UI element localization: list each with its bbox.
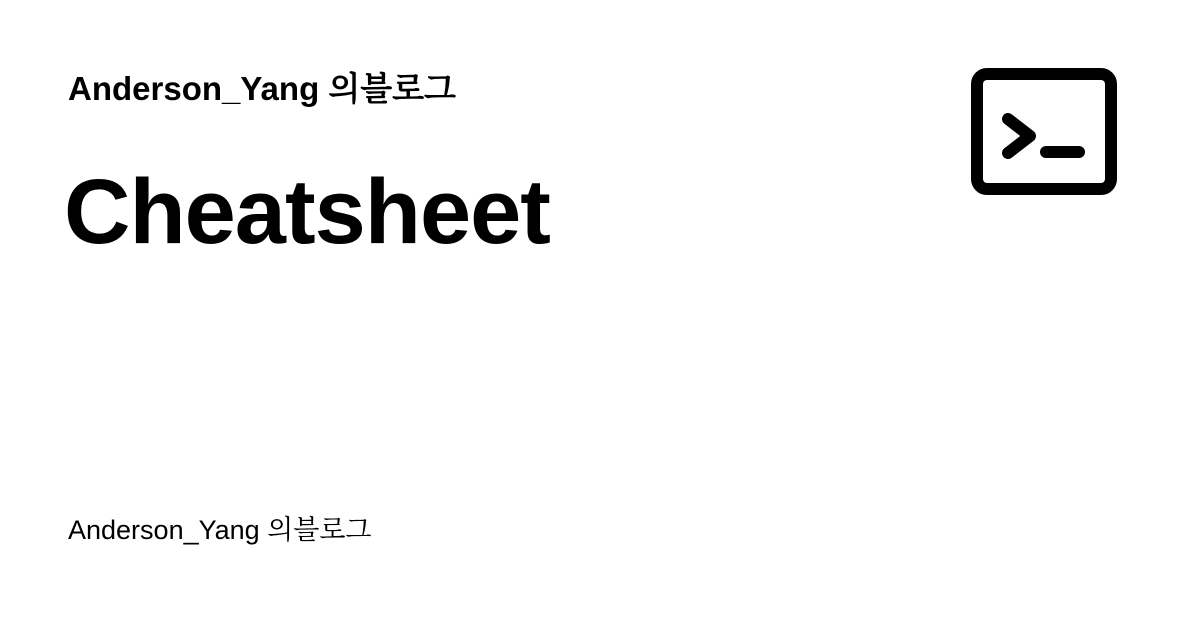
site-name: Anderson_Yang 의블로그 <box>68 70 456 107</box>
terminal-prompt-chevron <box>1008 119 1030 153</box>
footer-site-name: Anderson_Yang 의블로그 <box>68 515 372 545</box>
terminal-frame <box>977 74 1111 189</box>
page-title: Cheatsheet <box>64 161 550 263</box>
terminal-icon <box>966 64 1122 200</box>
